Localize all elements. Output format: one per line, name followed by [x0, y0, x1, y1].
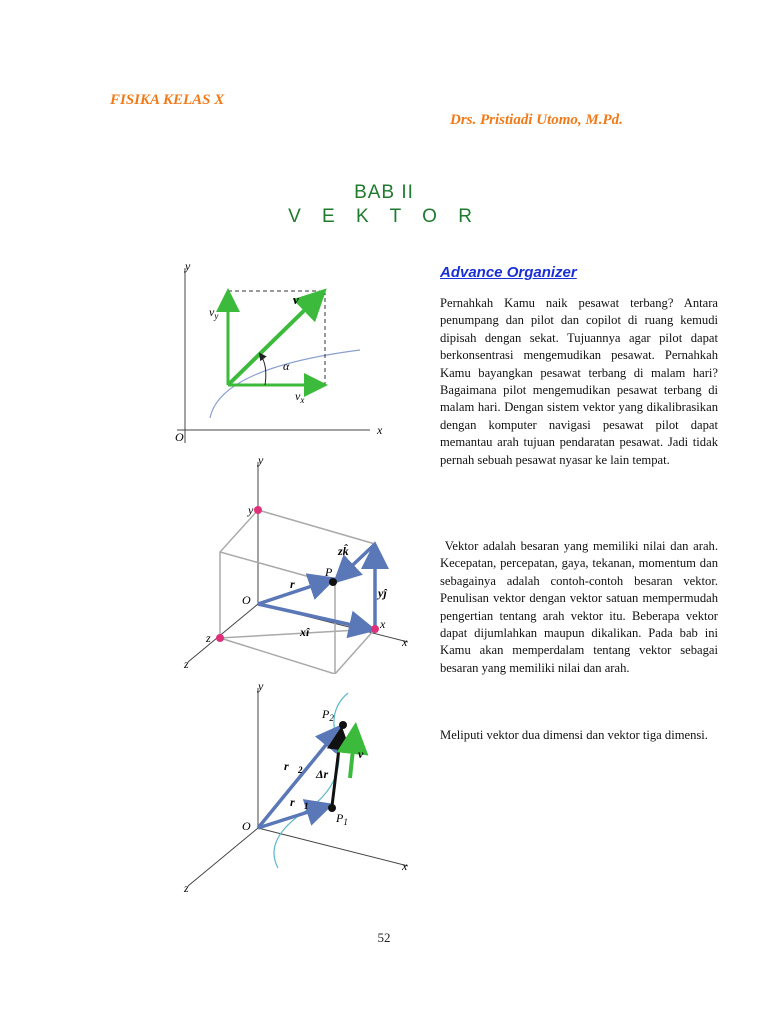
- fig3-r2-label: $r⃗_2$: [284, 759, 303, 775]
- fig2-xi-label: xî: [300, 625, 310, 639]
- box-edges-back: [220, 544, 375, 674]
- fig3-x-label: x: [402, 859, 408, 873]
- paragraph-3: Meliputi vektor dua dimensi dan vektor tiga dimensi.: [440, 728, 708, 742]
- fig2-P-label: P: [325, 565, 333, 579]
- fig1-x-label: x: [377, 423, 383, 437]
- paragraph-1: Pernahkah Kamu naik pesawat terbang? Antara penumpang dan pilot dan copilot di ruang kemudi dipisah dengan sekat. Tujuannya agar pilot dapat berkonsentrasi mengemudikan pesawat. Pernahkah Kamu bayangkan pesawat terbang di malam hari? Bagaimana pilot mengemudikan pesawat terbang di malam hari. Dengan sistem vektor yang dikalibrasikan dengan komputer navigasi pesawat pilot dapat memantau arah tujuan pendaratan pesawat. Jadi tidak pernah sebuah pesawat nyasar ke lain tempat.: [440, 296, 718, 467]
- y-intercept-dot: [254, 506, 262, 514]
- fig2-r-label: r⃗: [290, 577, 305, 591]
- fig2-x-label: x: [402, 635, 408, 649]
- figure-displacement-3d: [170, 678, 420, 898]
- figure-position-3d: [170, 452, 420, 674]
- fig3-P2-label: $P_2$: [322, 707, 334, 723]
- fig1-y-label: y: [185, 259, 191, 273]
- v-vector-green: [350, 730, 355, 778]
- fig3-z-label: z: [184, 881, 189, 895]
- header-subject: FISIKA KELAS X: [110, 92, 225, 108]
- v-arrow: [228, 294, 321, 385]
- fig2-ymark-label: y: [248, 503, 254, 517]
- z-axis-3d-b: [188, 828, 258, 886]
- x-intercept-dot: [371, 625, 379, 633]
- z-intercept-dot: [216, 634, 224, 642]
- fig1-alpha-label: α: [283, 359, 290, 373]
- fig3-P1-label: $P_1$: [336, 811, 348, 827]
- z-axis-3d: [188, 604, 258, 662]
- alpha-arc: [260, 354, 266, 385]
- fig3-r1-label: $r⃗_1$: [290, 795, 309, 811]
- advance-organizer-heading: Advance Organizer: [440, 264, 577, 281]
- fig3-origin-label: O: [242, 819, 251, 833]
- fig2-y-label: y: [258, 453, 264, 467]
- fig1-vy-label: $v_y$: [209, 305, 219, 321]
- fig3-y-label: y: [258, 679, 264, 693]
- fig2-zmark-label: z: [206, 631, 211, 645]
- chapter-title: V E K T O R: [288, 206, 480, 227]
- fig2-z-label: z: [184, 657, 189, 671]
- fig1-origin-label: O: [175, 430, 184, 444]
- point-P1: [328, 804, 336, 812]
- chapter-number: BAB II: [354, 182, 414, 203]
- fig2-xmark-label: x: [380, 617, 386, 631]
- fig2-yj-label: yĵ: [378, 586, 387, 600]
- page-number: 52: [377, 930, 391, 945]
- fig2-origin-label: O: [242, 593, 251, 607]
- fig3-v-label: v⃗: [358, 747, 373, 761]
- fig1-v-label: v⃗: [293, 292, 309, 307]
- fig3-dr-label: Δr⃗: [316, 767, 338, 781]
- fig1-vx-label: $v_x$: [295, 389, 305, 405]
- fig2-zk-label: zk̂: [338, 544, 349, 558]
- point-P: [329, 578, 337, 586]
- point-P2: [339, 721, 347, 729]
- xi-vector: [258, 604, 370, 629]
- header-author: Drs. Pristiadi Utomo, M.Pd.: [450, 112, 623, 128]
- figure-velocity-components: [165, 258, 395, 448]
- paragraph-2: Vektor adalah besaran yang memiliki nilai dan arah. Kecepatan, percepatan, gaya, tekanan, momentum dan sebagainya adalah contoh-contoh besaran vektor. Penulisan vektor dengan vektor satuan mempermudah pengertian tentang arah vektor itu. Beberapa vektor dapat dijumlahkan maupun dikalikan. Pada bab ini Kamu akan memperdalam tentang vektor sebagai besaran yang memiliki nilai dan arah.: [440, 539, 718, 675]
